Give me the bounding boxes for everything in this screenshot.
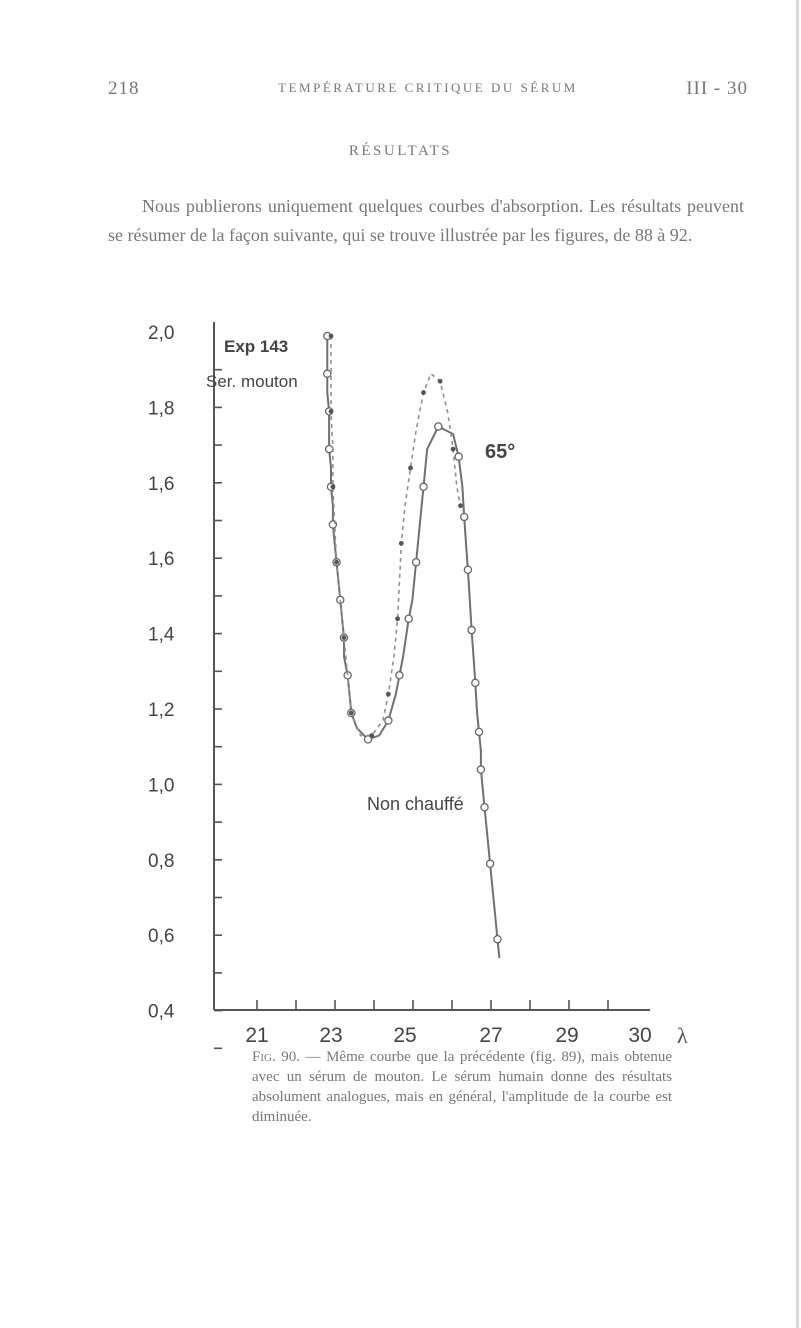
x-tick-label: 27 — [479, 1024, 503, 1047]
section-title: RÉSULTATS — [348, 143, 453, 159]
series-point-filled — [329, 334, 334, 339]
series-point-open — [324, 370, 331, 377]
series-point-open — [475, 728, 482, 735]
series-point-filled — [369, 733, 374, 738]
y-tick-label: 1,2 — [148, 700, 175, 721]
series-point-filled — [408, 466, 413, 471]
series-point-open — [464, 566, 471, 573]
chart-axes — [214, 322, 650, 1010]
series-point-filled — [342, 635, 347, 640]
series-point-filled — [458, 503, 463, 508]
paragraph: Nous publierons uniquement quelques courbes d'absorption. Les résultats peuvent se résumer de la façon suivante, qui se trouve illustrée par les figures, de 88 à 92. — [108, 196, 744, 245]
series-point-open — [435, 423, 442, 430]
series-point-filled — [386, 692, 391, 697]
x-tick-label: 29 — [555, 1024, 579, 1047]
series-point-open — [385, 717, 392, 724]
series-point-open — [405, 615, 412, 622]
annotation-temperature: 65° — [485, 441, 516, 463]
chart-labels — [148, 323, 688, 1048]
figure-caption — [252, 1047, 672, 1127]
y-tick-label: 0,4 — [148, 1001, 175, 1023]
series-point-open — [326, 446, 333, 453]
section-reference: III - 30 — [686, 78, 748, 99]
series-point-open — [477, 766, 484, 773]
series-point-filled — [330, 484, 335, 489]
x-axis-label: λ — [677, 1023, 688, 1048]
series-point-filled — [349, 711, 354, 716]
series-point-open — [396, 672, 403, 679]
running-title: TEMPÉRATURE CRITIQUE DU SÉRUM — [278, 80, 578, 95]
y-tick-label: 2,0 — [148, 323, 175, 344]
series-point-open — [481, 804, 488, 811]
series-point-filled — [329, 409, 334, 414]
y-tick-label: 1,8 — [148, 398, 175, 420]
scan-edge — [796, 0, 799, 1328]
series-point-open — [413, 559, 420, 566]
y-tick-label: 1,6 — [148, 473, 175, 495]
x-tick-label: 23 — [319, 1024, 343, 1047]
y-tick-label: 0,8 — [148, 850, 175, 872]
series-point-filled — [438, 379, 443, 384]
series-point-open — [461, 513, 468, 520]
chart-ticks — [214, 370, 608, 1049]
series-point-filled — [421, 390, 426, 395]
series-point-open — [472, 679, 479, 686]
x-tick-label: 30 — [628, 1024, 652, 1047]
series-point-filled — [399, 541, 404, 546]
x-tick-label: 21 — [245, 1024, 269, 1047]
annotation-experiment: Exp 143 — [224, 337, 289, 356]
series-point-filled — [451, 447, 456, 452]
series-point-open — [494, 936, 501, 943]
x-tick-label: 25 — [393, 1024, 417, 1047]
series-point-open — [455, 453, 462, 460]
y-tick-label: 1,0 — [148, 775, 175, 797]
series-point-filled — [395, 616, 400, 621]
page-number: 218 — [108, 78, 140, 99]
chart-series — [324, 332, 501, 958]
annotation-serum: Ser. mouton — [206, 372, 298, 391]
caption-text: — Même courbe que la précédente (fig. 89), mais obtenue avec un sérum de mouton. Le sérum humain donne des résultats absolument analogues, mais en général, l'amplitude de la courbe est diminuée. — [252, 1049, 672, 1125]
series-point-open — [487, 860, 494, 867]
series-point-open — [468, 626, 475, 633]
series-point-open — [420, 483, 427, 490]
figure-label: Fig. 90. — [252, 1049, 300, 1065]
y-tick-label: 0,6 — [148, 926, 175, 948]
y-tick-label: 1,4 — [148, 624, 175, 646]
series-line-solid — [327, 336, 499, 958]
y-tick-label: 1,6 — [148, 549, 175, 571]
annotation-unheated: Non chauffé — [367, 794, 464, 814]
series-point-filled — [334, 560, 339, 565]
